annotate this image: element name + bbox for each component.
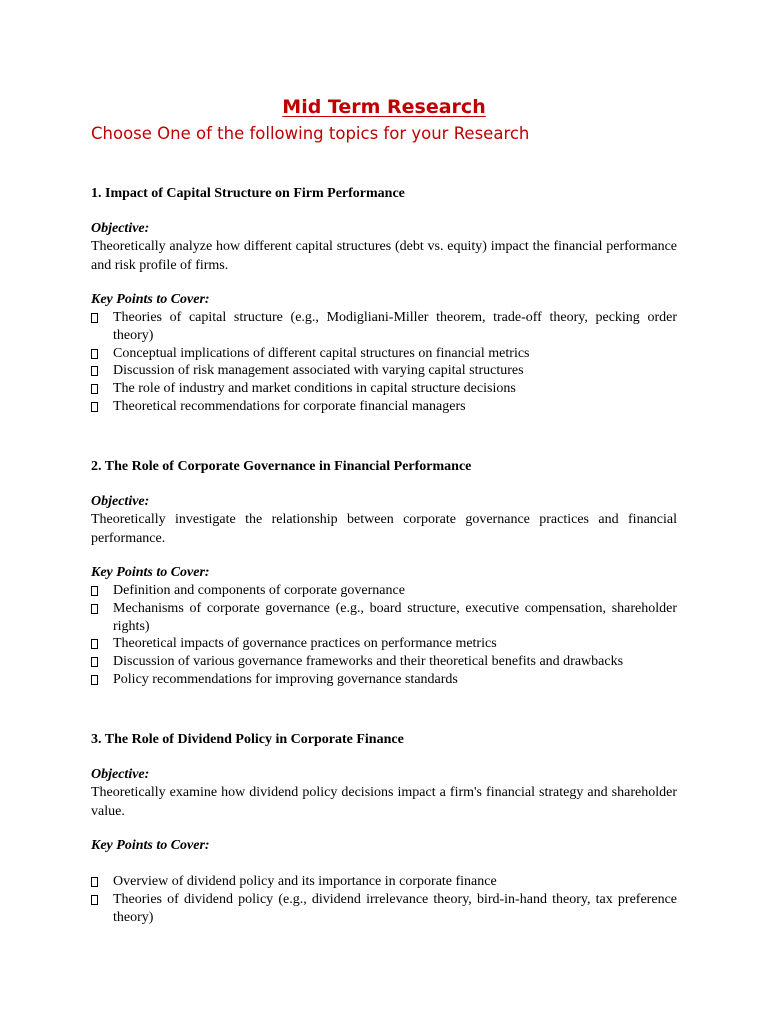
bullet-box-icon bbox=[91, 604, 98, 614]
list-item bbox=[91, 671, 677, 689]
key-points-list bbox=[91, 582, 677, 689]
topic-section-1 bbox=[91, 185, 677, 416]
list-item bbox=[91, 873, 677, 891]
list-item bbox=[91, 398, 677, 416]
list-item-text: Theoretical impacts of governance practices on performance metrics bbox=[113, 636, 497, 652]
key-points-label: Key Points to Cover: bbox=[91, 838, 210, 853]
list-item-text: Theories of capital structure (e.g., Modigliani-Miller theorem, trade-off theory, pecking order theory) bbox=[113, 310, 677, 343]
list-item bbox=[91, 891, 677, 927]
key-points-list bbox=[91, 873, 677, 926]
topic-section-3 bbox=[91, 731, 677, 926]
page-subtitle: Choose One of the following topics for your Research bbox=[91, 124, 530, 143]
topic-section-2 bbox=[91, 458, 677, 689]
bullet-box-icon bbox=[91, 586, 98, 596]
objective-text: Theoretically examine how dividend policy decisions impact a firm's financial strategy and shareholder value. bbox=[91, 785, 677, 819]
bullet-box-icon bbox=[91, 639, 98, 649]
bullet-box-icon bbox=[91, 657, 98, 667]
list-item bbox=[91, 345, 677, 363]
topic-heading: 3. The Role of Dividend Policy in Corporate Finance bbox=[91, 732, 404, 747]
list-item-text: Theoretical recommendations for corporate financial managers bbox=[113, 398, 466, 414]
bullet-box-icon bbox=[91, 877, 98, 887]
list-item bbox=[91, 582, 677, 600]
list-item-text: Theories of dividend policy (e.g., dividend irrelevance theory, bird-in-hand theory, tax preference theory) bbox=[113, 891, 677, 925]
list-item bbox=[91, 600, 677, 636]
list-item bbox=[91, 653, 677, 671]
bullet-box-icon bbox=[91, 349, 98, 359]
bullet-box-icon bbox=[91, 384, 98, 394]
bullet-box-icon bbox=[91, 895, 98, 905]
list-item bbox=[91, 380, 677, 398]
list-item bbox=[91, 362, 677, 380]
page-title: Mid Term Research bbox=[282, 96, 486, 118]
key-points-label: Key Points to Cover: bbox=[91, 565, 210, 580]
key-points-list bbox=[91, 309, 677, 416]
topic-heading: 2. The Role of Corporate Governance in Financial Performance bbox=[91, 459, 472, 474]
bullet-box-icon bbox=[91, 313, 98, 323]
list-item-text: Discussion of various governance frameworks and their theoretical benefits and drawbacks bbox=[113, 654, 624, 670]
list-item-text: Definition and components of corporate governance bbox=[113, 583, 405, 598]
list-item-text: Mechanisms of corporate governance (e.g., board structure, executive compensation, shareholder rights) bbox=[113, 600, 677, 634]
list-item-text: Overview of dividend policy and its importance in corporate finance bbox=[113, 874, 497, 889]
key-points-label: Key Points to Cover: bbox=[91, 292, 210, 307]
objective-label: Objective: bbox=[91, 767, 150, 782]
list-item bbox=[91, 635, 677, 653]
bullet-box-icon bbox=[91, 402, 98, 412]
objective-label: Objective: bbox=[91, 221, 150, 236]
list-item-text: The role of industry and market conditions in capital structure decisions bbox=[113, 381, 516, 397]
bullet-box-icon bbox=[91, 675, 98, 685]
list-item bbox=[91, 309, 677, 345]
topic-heading: 1. Impact of Capital Structure on Firm Performance bbox=[91, 186, 405, 201]
list-item-text: Conceptual implications of different capital structures on financial metrics bbox=[113, 345, 530, 361]
list-item-text: Policy recommendations for improving governance standards bbox=[113, 671, 458, 687]
objective-text: Theoretically investigate the relationship between corporate governance practices and financial performance. bbox=[91, 512, 677, 546]
objective-label: Objective: bbox=[91, 494, 150, 509]
objective-text: Theoretically analyze how different capital structures (debt vs. equity) impact the financial performance and risk profile of firms. bbox=[91, 239, 677, 273]
list-item-text: Discussion of risk management associated with varying capital structures bbox=[113, 363, 524, 379]
bullet-box-icon bbox=[91, 366, 98, 376]
